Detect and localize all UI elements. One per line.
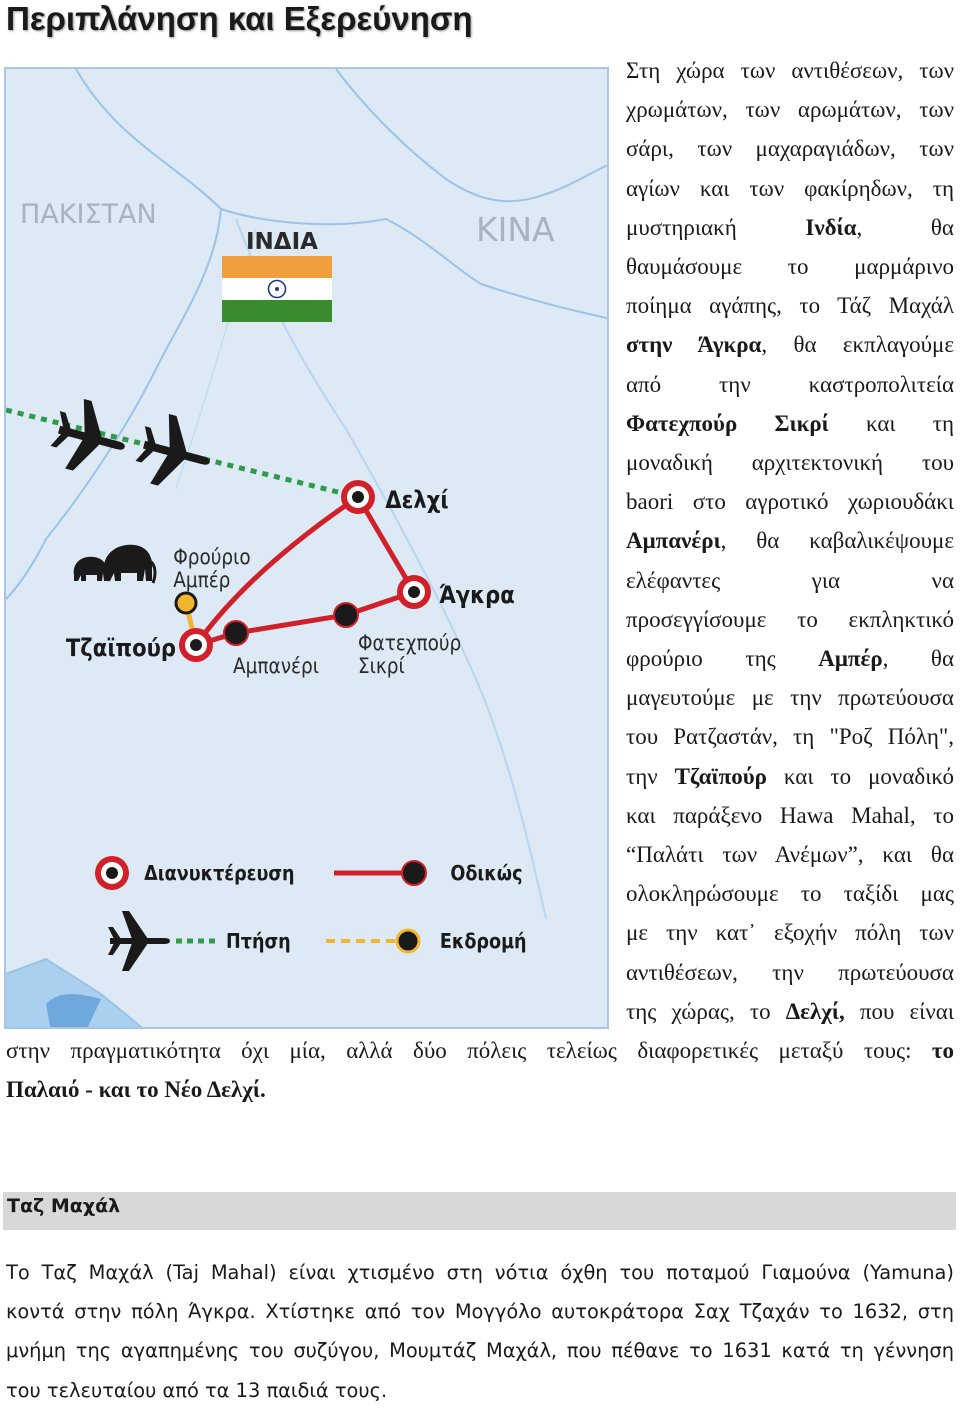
overnight-marker-jaipur	[179, 628, 213, 662]
water-body	[46, 994, 101, 1029]
text-line: στην πραγματικότητα όχι μία, αλλά δύο πόλεις τελείως διαφορετικές μεταξύ τους: το	[6, 1038, 954, 1063]
india-flag-icon	[222, 256, 332, 322]
text-line: αγίων και των φακίρηδων, τη	[626, 175, 954, 201]
text-line: Αμπανέρι, θα καβαλικέψουμε	[626, 528, 954, 554]
text-line: του τελευταίου από τα 13 παιδιά τους.	[6, 1378, 388, 1402]
label-china: ΚΙΝΑ	[476, 210, 555, 249]
text-line: στην Άγκρα, θα εκπλαγούμε	[626, 332, 955, 358]
label-fatehpur-1: Φατεχπούρ	[358, 630, 462, 656]
text-line: ελέφαντες για να	[626, 567, 954, 593]
text-line: και παράξενο Hawa Mahal, το	[626, 802, 954, 828]
legend-excursion-stop-icon	[397, 930, 419, 952]
label-india: ΙΝΔΙΑ	[246, 229, 318, 255]
legend-road-stop-icon	[402, 861, 426, 885]
text-line: του Ρατζαστάν, τη "Ροζ Πόλη",	[626, 724, 954, 750]
bold-term: Αμπανέρι	[626, 528, 721, 554]
label-amber-2: Αμπέρ	[173, 567, 231, 593]
legend-road-label: Οδικώς	[450, 863, 523, 886]
text-line: ποίημα αγάπης, το Τάζ Μαχάλ	[626, 293, 954, 319]
text-line: από την καστροπολιτεία	[626, 371, 954, 397]
legend-overnight-icon	[95, 856, 129, 890]
bold-term: το	[931, 1038, 954, 1063]
excursion-stop-amber	[176, 593, 196, 613]
text-line: της χώρας, το Δελχί, που είναι	[626, 998, 955, 1024]
label-fatehpur-2: Σικρί	[358, 653, 405, 679]
text-line: baori στο αγροτικό χωριουδάκι	[626, 489, 954, 515]
overnight-marker-agra	[397, 575, 431, 609]
label-amber-1: Φρούριο	[173, 544, 251, 570]
label-agra: Άγκρα	[438, 581, 515, 610]
text-line: θαυμάσουμε το μαρμάρινο	[626, 254, 954, 280]
text-line: μοναδική αρχιτεκτονική του	[626, 450, 954, 476]
bold-term: Φατεχπούρ Σικρί	[626, 410, 829, 436]
text-line: μυστηριακή Ινδία, θα	[626, 214, 954, 240]
label-delhi: Δελχί	[385, 486, 449, 515]
text-line: Στη χώρα των αντιθέσεων, των	[626, 58, 954, 83]
intro-paragraph-continuation	[6, 1031, 954, 1109]
section-heading: Ταζ Μαχάλ	[3, 1192, 956, 1230]
legend-excursion-label: Εκδρομή	[439, 931, 527, 954]
label-jaipur: Τζαϊπούρ	[65, 634, 177, 663]
text-line	[6, 1070, 954, 1109]
text-line: “Παλάτι των Ανέμων”, και θα	[626, 842, 954, 868]
bold-term: Δελχί,	[785, 998, 845, 1024]
legend-overnight-label: Διανυκτέρευση	[144, 863, 295, 886]
page-title: Περιπλάνηση και Εξερεύνηση	[6, 0, 473, 37]
intro-paragraph	[626, 51, 954, 1031]
bold-term: Ινδία	[805, 214, 857, 240]
road-stop-fatehpur	[334, 603, 358, 627]
text-line: προσεγγίσουμε το εκπληκτικό	[626, 606, 954, 632]
bold-term: στην Άγκρα	[626, 332, 762, 358]
text-line: σάρι, των μαχαραγιάδων, των	[626, 136, 954, 162]
text-line: την Τζαϊπούρ και το μοναδικό	[626, 763, 954, 789]
section-paragraph	[6, 1253, 954, 1410]
text-line: φρούριο της Αμπέρ, θα	[626, 646, 954, 672]
legend-flight-label: Πτήση	[226, 931, 291, 954]
label-abhaneri: Αμπανέρι	[233, 653, 319, 679]
text-line: Φατεχπούρ Σικρί και τη	[626, 410, 954, 436]
text-line: κοντά στην πόλη Άγκρα. Χτίστηκε από τον Μογγόλο αυτοκράτορα Σαχ Τζαχάν το 1632, στη	[6, 1300, 954, 1324]
road-stop-abhaneri	[224, 621, 248, 645]
bold-term: Τζαϊπούρ	[674, 763, 767, 789]
route-map	[4, 67, 609, 1029]
bold-term: Παλαιό - και το Νέο Δελχί.	[6, 1077, 266, 1103]
text-line: Το Ταζ Μαχάλ (Taj Mahal) είναι χτισμένο στη νότια όχθη του ποταμού Γιαμούνα (Yamuna)	[6, 1261, 954, 1284]
text-line: χρωμάτων, των αρωμάτων, των	[626, 97, 954, 123]
label-pakistan: ΠΑΚΙΣΤΑΝ	[20, 199, 157, 230]
bold-term: Αμπέρ	[818, 646, 883, 672]
overnight-marker-delhi	[341, 480, 375, 514]
text-line: μνήμη της αγαπημένης του συζύγου, Μουμτάζ Μαχάλ, που πέθανε το 1631 κατά τη γέννηση	[6, 1339, 954, 1363]
text-line: αντιθέσεων, την πρωτεύουσα	[626, 959, 954, 985]
text-line: μαγευτούμε με την πρωτεύουσα	[626, 685, 954, 711]
text-line: με την κατ᾽ εξοχήν πόλη των	[626, 920, 954, 946]
text-line: ολοκληρώσουμε το ταξίδι μας	[626, 881, 954, 907]
